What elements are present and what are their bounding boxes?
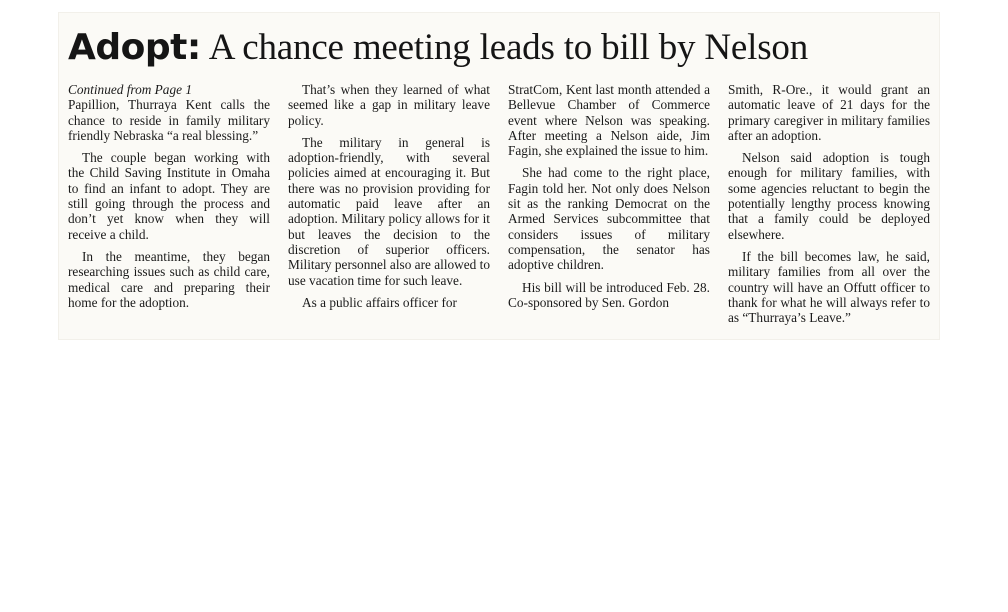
- newspaper-clipping: [58, 12, 940, 340]
- paragraph: The military in general is adoption-friendly, with several policies aimed at encouraging it. But there was no provision providing for automatic paid leave after an adoption. Military policy allows for it but leaves the decision to the discretion of superior officers. Military personnel also are allowed to use vacation time for such leave.: [288, 134, 490, 288]
- paragraph: Smith, R-Ore., it would grant an automatic leave of 21 days for the primary caregiver in military families after an adoption.: [728, 82, 930, 143]
- article-column-1: [68, 82, 270, 317]
- headline-title: A chance meeting leads to bill by Nelson: [208, 27, 809, 68]
- paragraph: As a public affairs officer for: [302, 294, 457, 310]
- paragraph: That’s when they learned of what seemed like a gap in military leave policy.: [288, 82, 490, 128]
- paragraph: Papillion, Thurraya Kent calls the chance to reside in family military friendly Nebraska “a real blessing.”: [68, 97, 270, 143]
- article-column-4: [728, 82, 930, 332]
- paragraph: If the bill becomes law, he said, military families from all over the country will have an Offutt officer to thank for what he will always refer to as “Thurraya’s Leave.”: [728, 248, 930, 326]
- article-column-2: [288, 82, 490, 317]
- paragraph: The couple began working with the Child Saving Institute in Omaha to find an infant to adopt. They are still going through the process and don’t yet know when they will receive a child.: [68, 150, 270, 242]
- paragraph: StratCom, Kent last month attended a Bellevue Chamber of Commerce event where Nelson was speaking. After meeting a Nelson aide, Jim Fagin, she explained the issue to him.: [508, 82, 710, 159]
- continued-from-label: Continued from Page 1: [68, 82, 192, 97]
- article-column-3: [508, 82, 710, 317]
- paragraph: She had come to the right place, Fagin told her. Not only does Nelson sit as the ranking Democrat on the Armed Services subcommittee that considers issues of military compensation, the senator has adoptive children.: [508, 165, 710, 273]
- paragraph: His bill will be introduced Feb. 28. Co-sponsored by Sen. Gordon: [508, 279, 710, 310]
- paragraph: Nelson said adoption is tough enough for military families, with some agencies reluctant to begin the potentially lengthy process knowing that a family could be deployed elsewhere.: [728, 150, 930, 242]
- headline: [68, 26, 808, 70]
- paragraph: In the meantime, they began researching issues such as child care, medical care and preparing their home for the adoption.: [68, 248, 270, 310]
- article-body: [68, 82, 932, 332]
- headline-kicker: Adopt:: [68, 27, 201, 68]
